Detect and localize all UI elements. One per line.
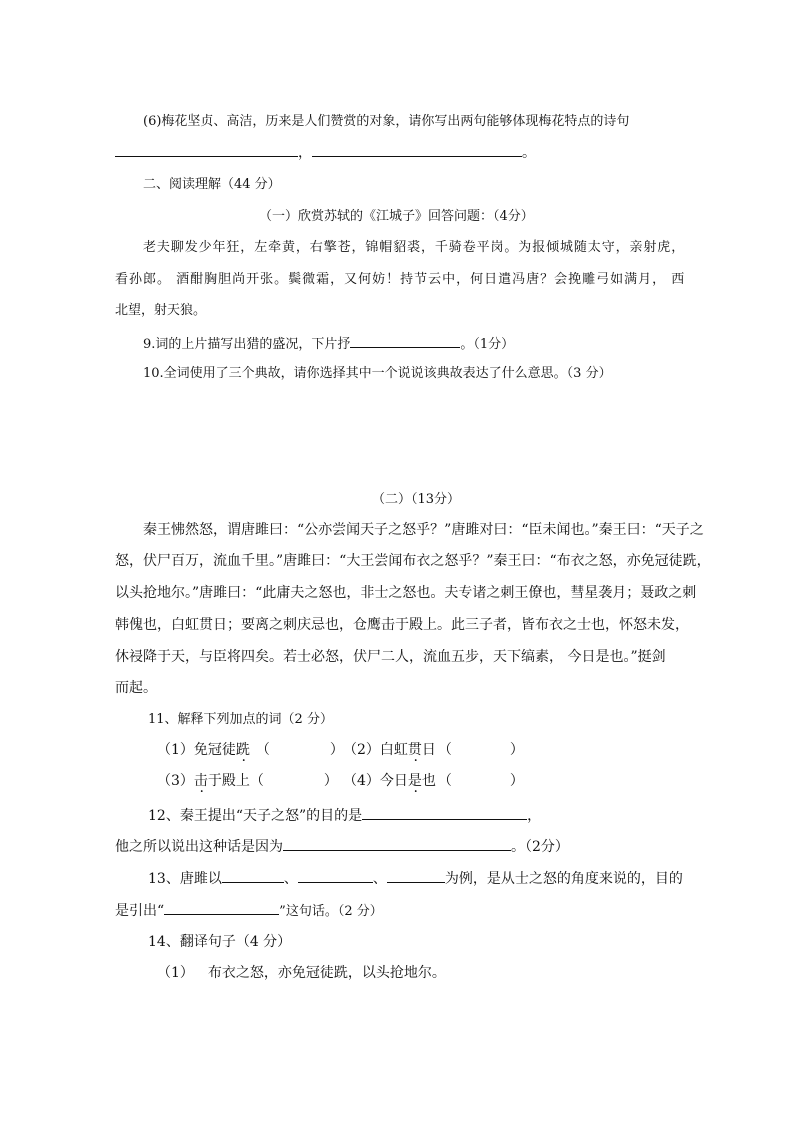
item-number: （4） xyxy=(343,773,380,789)
paren-open: （ xyxy=(437,742,452,758)
question-13-text-2: 是引出“ xyxy=(115,903,165,919)
question-12-line-2 xyxy=(115,836,569,857)
question-9-text: 9.词的上片描写出猎的盛况，下片抒 xyxy=(143,337,351,352)
passage-line: 怒，伏尸百万，流血千里。”唐雎曰：“大王尝闻布衣之怒乎？”秦王曰：“布衣之怒，亦免冠徒跣， xyxy=(115,553,711,569)
poem-line: 老夫聊发少年狂，左牵黄，右擎苍，锦帽貂裘，千骑卷平岗。为报倾城随太守，亲射虎， xyxy=(143,240,686,255)
question-12 xyxy=(148,805,541,826)
passage-line: 而起。 xyxy=(115,680,157,696)
item-text: 布衣之怒，亦免冠徒跣，以头抢地尔。 xyxy=(207,965,446,981)
answer-blank[interactable] xyxy=(298,868,373,883)
dotted-word: 贯 xyxy=(407,742,422,758)
paren-close: ） xyxy=(323,773,338,789)
question-14-title: 14、翻译句子（4 分） xyxy=(148,934,292,950)
item-number: （1） xyxy=(157,965,194,981)
poem-line: 北望，射天狼。 xyxy=(115,303,207,318)
question-6-answer-line xyxy=(115,142,536,163)
dotted-word: 跣 xyxy=(235,742,250,758)
paren-open: （ xyxy=(437,773,452,789)
q11-item-3 xyxy=(157,771,338,791)
passage-line: 休祲降于天，与臣将四矣。若士必怒，伏尸二人，流血五步，天下缟素， 今日是也。”挺剑 xyxy=(115,649,666,665)
question-9-score: 。（1分） xyxy=(460,337,515,352)
passage-line: 以头抢地尔。”唐雎曰：“此庸夫之怒也，非士之怒也。夫专诸之刺王僚也，彗星袭月；聂政之刺 xyxy=(115,585,697,601)
item-text: 也 xyxy=(421,773,436,789)
question-13-line-2 xyxy=(115,900,383,922)
separator: 、 xyxy=(283,871,298,887)
item-text: 于殿上 xyxy=(207,773,250,789)
question-13-score: ”这句话。（2 分） xyxy=(279,904,383,919)
poem-line: 看孙郎。 酒酣胸胆尚开张。鬓微霜，又何妨！持节云中，何日遣冯唐？会挽雕弓如满月， 西 xyxy=(115,272,686,287)
question-13 xyxy=(148,868,683,889)
part-1-title: （一）欣赏苏轼的《江城子》回答问题：（4分） xyxy=(259,209,534,224)
item-number: （1） xyxy=(157,742,194,758)
separator: 、 xyxy=(372,871,387,887)
question-10: 10.全词使用了三个典故，请你选择其中一个说说该典故表达了什么意思。（3 分） xyxy=(143,366,612,381)
paren-close: ） xyxy=(509,742,524,758)
question-12-text: 12、秦王提出“天子之怒”的目的是 xyxy=(148,808,363,824)
part-2-title: （二）（13分） xyxy=(372,492,461,507)
question-6 xyxy=(143,112,629,132)
question-13-text: 13、唐雎以 xyxy=(148,871,222,887)
answer-blank[interactable] xyxy=(164,900,279,915)
dotted-word: 击 xyxy=(193,773,208,789)
passage-line: 秦王怫然怒，谓唐雎曰：“公亦尝闻天子之怒乎？”唐雎对曰：“臣未闻也。”秦王曰：“天子之 xyxy=(143,522,704,538)
answer-blank[interactable] xyxy=(362,805,527,820)
paren-close: ） xyxy=(509,773,524,789)
item-number: （3） xyxy=(157,773,194,789)
separator: ， xyxy=(298,145,312,161)
question-12-text-2: 他之所以说出这种话是因为 xyxy=(115,839,283,855)
paren-close: ） xyxy=(329,742,344,758)
answer-blank[interactable] xyxy=(222,868,284,883)
paren-open: （ xyxy=(255,742,270,758)
item-text: 今日 xyxy=(379,773,408,789)
item-text: 白虹 xyxy=(379,742,408,758)
answer-blank[interactable] xyxy=(115,142,298,157)
answer-blank[interactable] xyxy=(387,868,445,883)
question-9 xyxy=(143,333,514,355)
section-2-title: 二、阅读理解（44 分） xyxy=(143,177,281,192)
item-text: 免冠徒 xyxy=(193,742,236,758)
question-6-text: (6)梅花坚贞、高洁，历来是人们赞赏的对象，请你写出两句能够体现梅花特点的诗句 xyxy=(143,114,630,129)
comma: ， xyxy=(527,808,542,824)
answer-blank[interactable] xyxy=(312,142,522,157)
item-text: 日 xyxy=(421,742,436,758)
q11-item-1 xyxy=(157,740,344,760)
period: 。 xyxy=(522,145,536,161)
dotted-word: 是 xyxy=(407,773,422,789)
question-11-title: 11、解释下列加点的词（2 分） xyxy=(148,712,333,727)
paren-open: （ xyxy=(249,773,264,789)
question-13-text-after: 为例，是从士之怒的角度来说的，目的 xyxy=(444,871,683,887)
question-12-score: 。（2分） xyxy=(511,839,569,855)
answer-blank[interactable] xyxy=(350,333,460,348)
passage-line: 韩傀也，白虹贯日；要离之刺庆忌也，仓鹰击于殿上。此三子者，皆布衣之士也，怀怒未发， xyxy=(115,617,689,633)
question-14-item-1 xyxy=(157,963,446,983)
q11-item-2 xyxy=(343,740,524,760)
q11-item-4 xyxy=(343,771,524,791)
answer-blank[interactable] xyxy=(283,836,511,851)
item-number: （2） xyxy=(343,742,380,758)
